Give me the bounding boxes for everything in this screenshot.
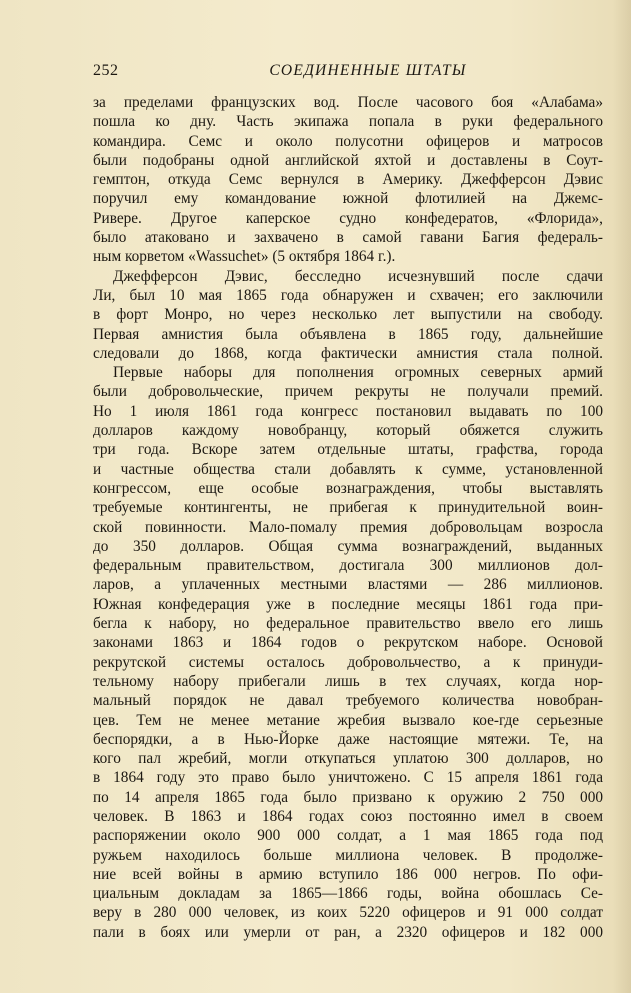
text-line: мальный порядок не давал требуемого количества новобран- — [93, 692, 603, 710]
text-line: веру в 280 000 человек, из коих 5220 офицеров и 91 000 солдат — [93, 904, 603, 922]
text-line: конгрессом, еще особые вознаграждения, чтобы выставлять — [93, 479, 603, 497]
text-line: в 1864 году это право было уничтожено. С 15 апреля 1861 года — [93, 769, 603, 787]
text-line: бегла к набору, но федеральное правительство ввело его лишь — [93, 615, 603, 633]
text-line: тельному набору прибегали лишь в тех случаях, когда нор- — [93, 672, 603, 690]
text-line: гемптон, откуда Семс вернулся в Америку. Джефферсон Дэвис — [93, 171, 603, 189]
text-line: поручил ему командование южной флотилией на Джемс- — [93, 190, 603, 208]
text-line: требуемые контингенты, не прибегая к принудительной воин- — [93, 499, 603, 517]
text-line: ружьем находилось больше миллиона человек. В продолже- — [93, 846, 603, 864]
text-line: до 350 долларов. Общая сумма вознаграждений, выданных — [93, 537, 603, 555]
text-line: ларов, а уплаченных местными властями — 286 миллионов. — [93, 576, 603, 594]
running-title: СОЕДИНЕННЫЕ ШТАТЫ — [269, 62, 467, 79]
running-head — [93, 62, 603, 84]
text-line: по 14 апреля 1865 года было призвано к оружию 2 750 000 — [93, 788, 603, 806]
text-line: было атаковано и захвачено в самой гавани Багия федераль- — [93, 229, 603, 247]
text-line: командира. Семс и около полусотни офицеров и матросов — [93, 132, 603, 150]
text-line: законами 1863 и 1864 годов о рекрутском наборе. Основой — [93, 634, 603, 652]
text-line: циальным докладам за 1865—1866 годы, война обошлась Се- — [93, 885, 603, 903]
text-line: Первые наборы для пополнения огромных северных армий — [113, 364, 603, 382]
text-line: беспорядки, а в Нью-Йорке даже настоящие мятежи. Те, на — [93, 730, 603, 748]
text-line: рекрутской системы осталось добровольчество, а к принуди- — [93, 653, 603, 671]
page-number: 252 — [93, 62, 119, 79]
text-line: были добровольческие, причем рекруты не получали премий. — [93, 383, 603, 401]
text-line: Джефферсон Дэвис, бесследно исчезнувший после сдачи — [113, 267, 603, 285]
text-line: ской повинности. Мало-помалу премия добровольцам возросла — [93, 518, 603, 536]
text-line: были подобраны одной английской яхтой и доставлены в Соут- — [93, 151, 603, 169]
text-line: следовали до 1868, когда фактически амнистия стала полной. — [93, 344, 603, 362]
text-line: Южная конфедерация уже в последние месяцы 1861 года при- — [93, 595, 603, 613]
text-line: Но 1 июля 1861 года конгресс постановил выдавать по 100 — [93, 402, 603, 420]
text-line: ным корветом «Wassuchet» (5 октября 1864 г.). — [93, 248, 396, 266]
text-line: ние всей войны в армию вступило 186 000 негров. По офи- — [93, 865, 603, 883]
text-line: цев. Тем не менее метание жребия вызвало кое-где серьезные — [93, 711, 603, 729]
text-line: кого пал жребий, могли откупаться уплатою 300 долларов, но — [93, 750, 603, 768]
text-line: человек. В 1863 и 1864 годах союз постоянно имел в своем — [93, 807, 603, 825]
text-line: Ривере. Другое каперское судно конфедератов, «Флорида», — [93, 209, 603, 227]
text-line: пали в боях или умерли от ран, а 2320 офицеров и 182 000 — [93, 923, 603, 941]
text-line: федеральным правительством, достигала 300 миллионов дол- — [93, 557, 603, 575]
body-text — [93, 93, 603, 942]
text-line: Первая амнистия была объявлена в 1865 году, дальнейшие — [93, 325, 603, 343]
text-line: пошла ко дну. Часть экипажа попала в руки федерального — [93, 113, 603, 131]
text-line: Ли, был 10 мая 1865 года обнаружен и схвачен; его заключили — [93, 286, 603, 304]
text-line: за пределами французских вод. После часового боя «Алабама» — [93, 94, 603, 111]
text-line: распоряжении около 900 000 солдат, а 1 мая 1865 года под — [93, 827, 603, 845]
text-line: в форт Монро, но через несколько лет выпустили на свободу. — [93, 306, 603, 324]
text-line: и частные общества стали добавлять к сумме, установленной — [93, 460, 603, 478]
text-line: долларов каждому новобранцу, который обяжется служить — [93, 422, 603, 440]
text-line: три года. Вскоре затем отдельные штаты, графства, города — [93, 441, 603, 459]
